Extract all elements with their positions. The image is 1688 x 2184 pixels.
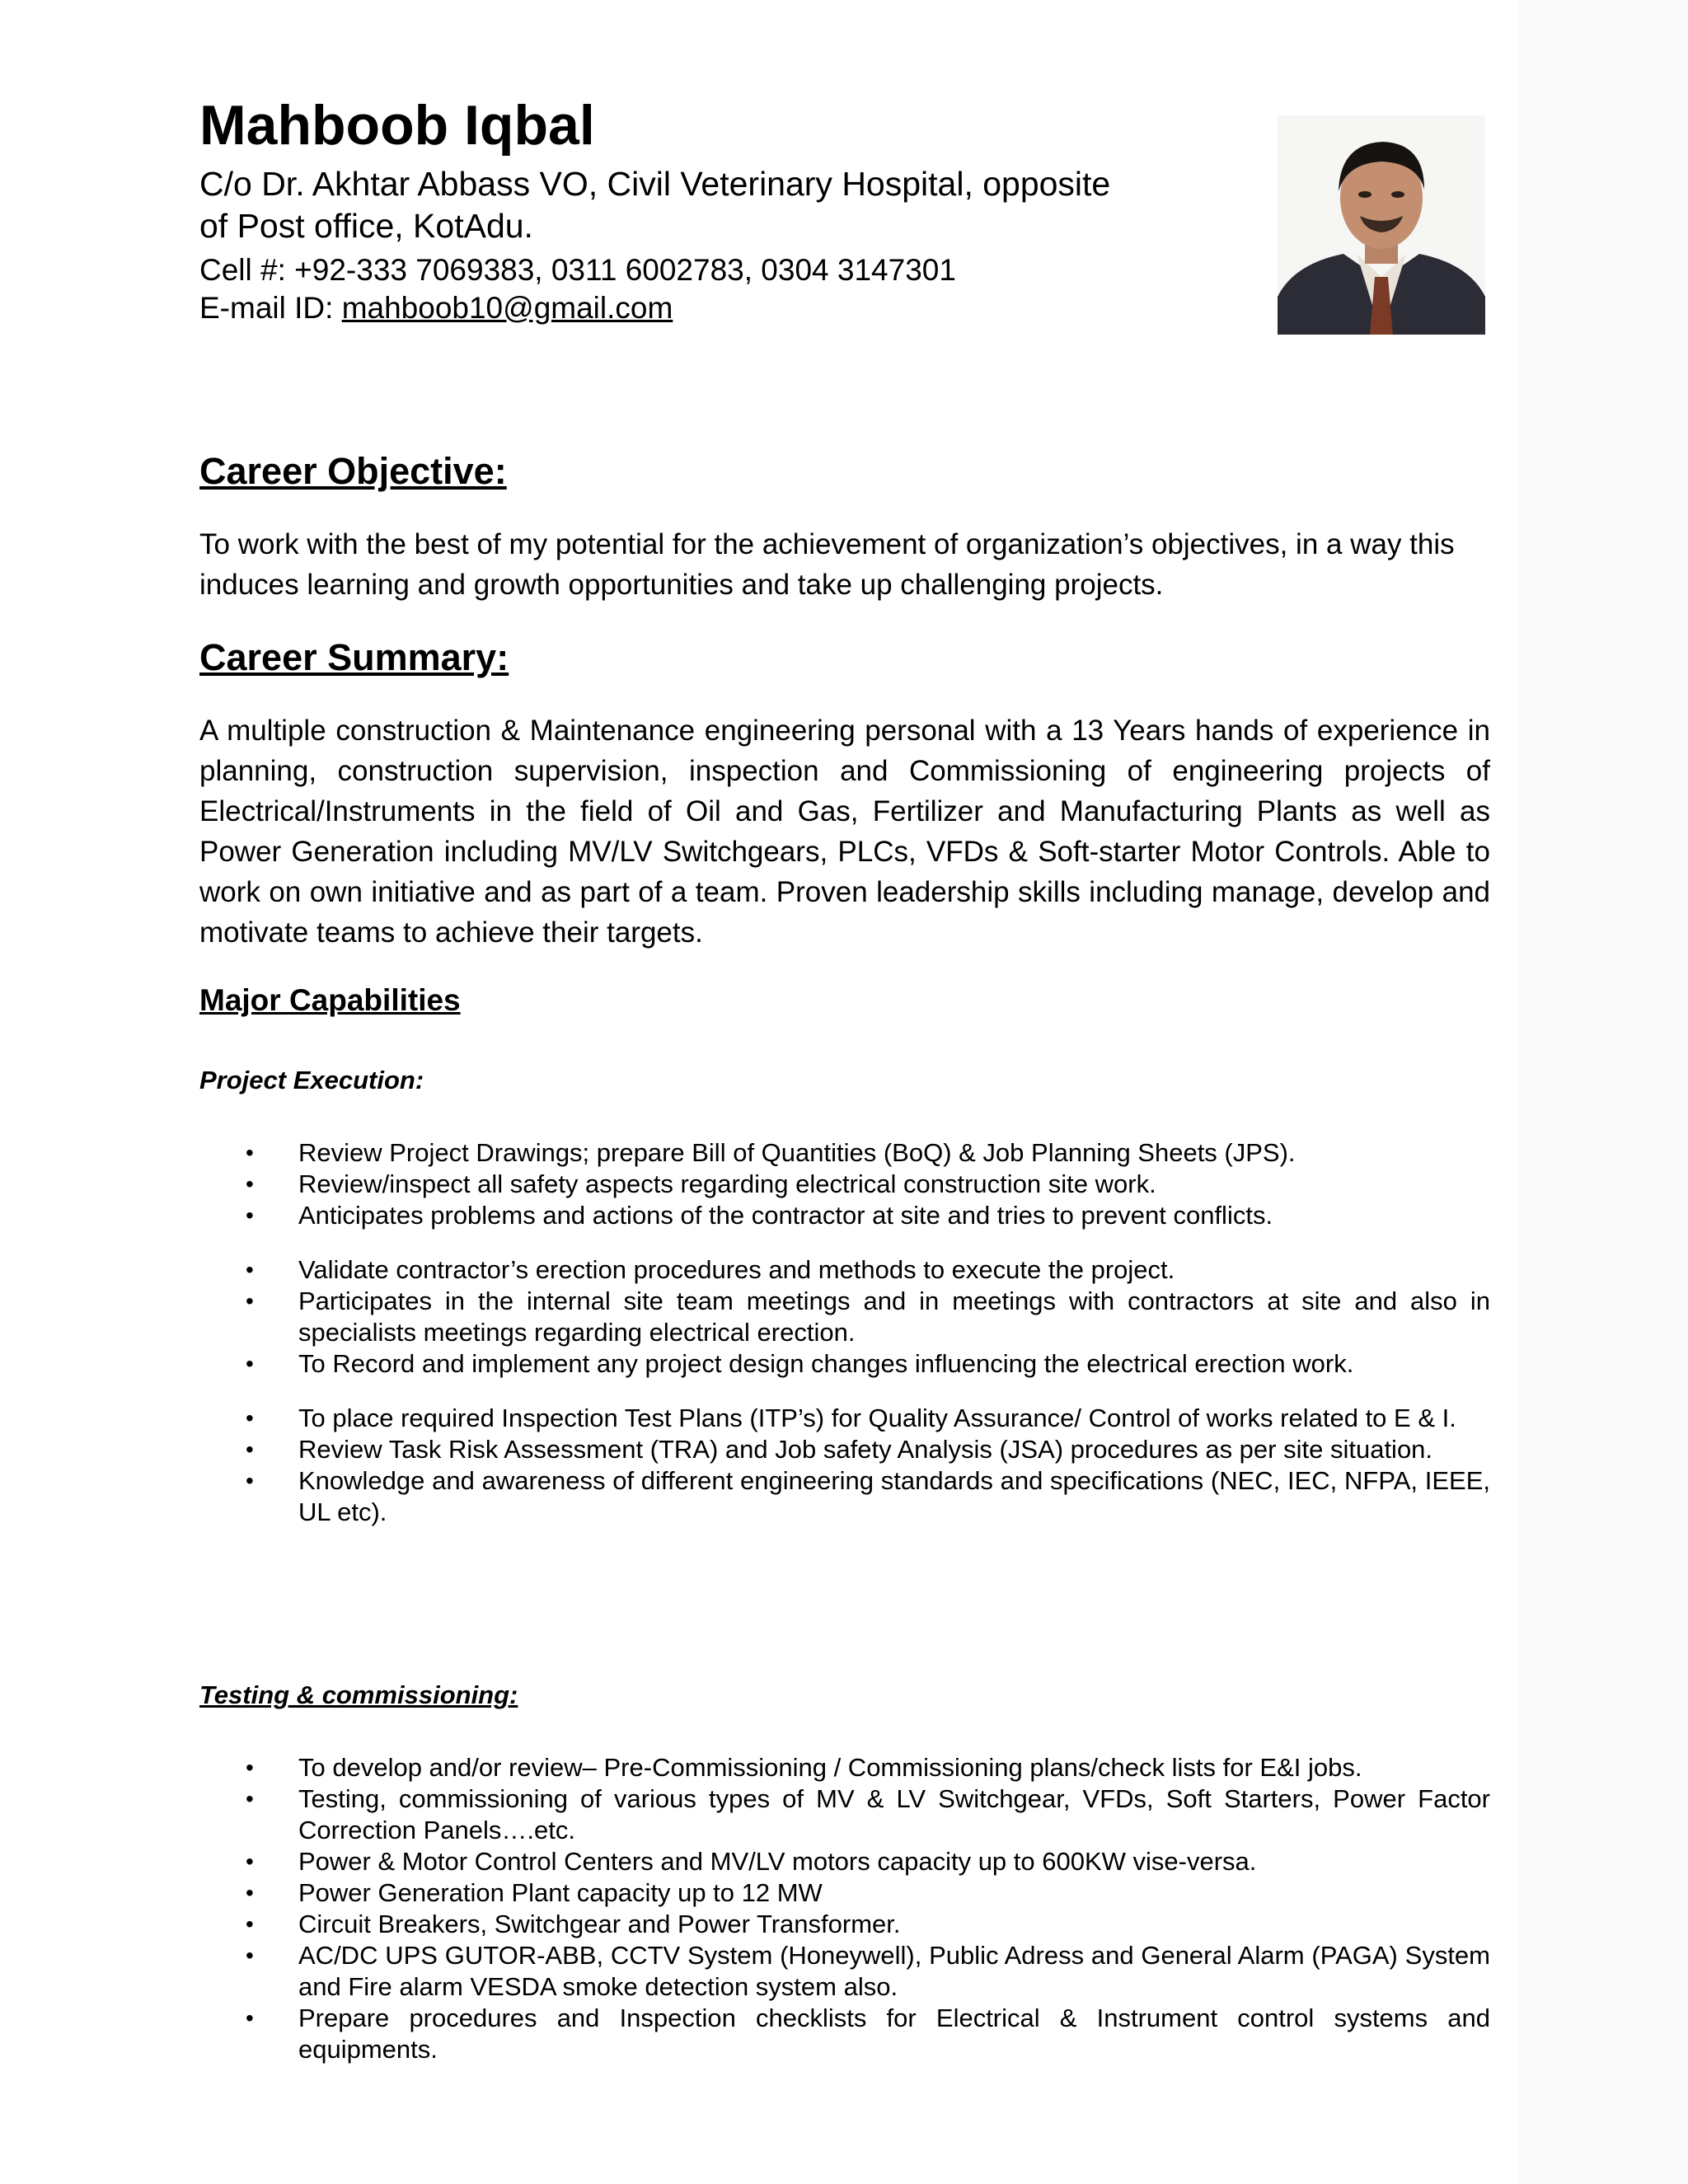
project-execution-heading: Project Execution: [199, 1066, 424, 1094]
list-item: • To place required Inspection Test Plans (ITP’s) for Quality Assurance/ Control of works related to E & I. [246, 1404, 1456, 1432]
major-capabilities-heading: Major Capabilities [199, 983, 461, 1017]
list-item: • Prepare procedures and Inspection checklists for Electrical & Instrument control systems and equipments. [246, 2004, 1490, 2064]
profile-photo [1278, 115, 1485, 335]
address-line-1: C/o Dr. Akhtar Abbass VO, Civil Veterinary Hospital, opposite [199, 165, 1111, 203]
list-item: • Review/inspect all safety aspects regarding electrical construction site work. [246, 1169, 1156, 1198]
list-item: • To develop and/or review– Pre-Commissioning / Commissioning plans/check lists for E&I jobs. [246, 1753, 1362, 1782]
list-item: • Participates in the internal site team meetings and in meetings with contractors at site and also in specialists meetings regarding electrical erection. [246, 1286, 1490, 1347]
career-summary-heading: Career Summary: [199, 636, 509, 678]
career-objective-heading: Career Objective: [199, 450, 507, 492]
testing-commissioning-list [199, 1752, 1490, 2065]
address-line-2: of Post office, KotAdu. [199, 207, 533, 245]
project-execution-list [199, 1137, 1490, 1528]
list-item: • Validate contractor’s erection procedures and methods to execute the project. [246, 1255, 1175, 1284]
list-item: • AC/DC UPS GUTOR-ABB, CCTV System (Honeywell), Public Adress and General Alarm (PAGA) System and Fire alarm VESDA smoke detection system also. [246, 1941, 1490, 2001]
page-edge-shade [1518, 0, 1688, 2184]
list-item: • Power Generation Plant capacity up to 12 MW [246, 1878, 823, 1907]
email-link[interactable]: mahboob10@gmail.com [341, 291, 673, 325]
list-item: • Knowledge and awareness of different engineering standards and specifications (NEC, IEC, NFPA, IEEE, UL etc). [246, 1466, 1490, 1526]
career-summary-text: A multiple construction & Maintenance engineering personal with a 13 Years hands of experience in planning, construction supervision, inspection and Commissioning of engineering projects of Electrical/Instruments in the field of Oil and Gas, Fertilizer and Manufacturing Plants as well as Power Generation including MV/LV Switchgears, PLCs, VFDs & Soft-starter Motor Controls. Able to work on own initiative and as part of a team. Proven leadership skills including manage, develop and motivate teams to achieve their targets. [199, 715, 1490, 949]
career-objective-text: To work with the best of my potential for the achievement of organization’s objectives, in a way this induces learning and growth opportunities and take up challenging projects. [199, 528, 1455, 601]
portrait-image [1278, 115, 1485, 335]
list-item: • Circuit Breakers, Switchgear and Power Transformer. [246, 1910, 901, 1938]
candidate-name: Mahboob Iqbal [199, 94, 595, 157]
list-item: • Review Project Drawings; prepare Bill of Quantities (BoQ) & Job Planning Sheets (JPS). [246, 1138, 1296, 1167]
list-item: • Review Task Risk Assessment (TRA) and Job safety Analysis (JSA) procedures as per site situation. [246, 1435, 1433, 1464]
list-item: • To Record and implement any project design changes influencing the electrical erection work. [246, 1349, 1354, 1378]
address-block [199, 163, 1271, 247]
list-item: • Anticipates problems and actions of the contractor at site and tries to prevent conflicts. [246, 1201, 1273, 1230]
list-item: • Power & Motor Control Centers and MV/LV motors capacity up to 600KW vise-versa. [246, 1847, 1257, 1876]
cell-numbers: Cell #: +92-333 7069383, 0311 6002783, 0304 3147301 [199, 253, 956, 287]
email-label: E-mail ID: [199, 291, 342, 325]
list-item: • Testing, commissioning of various types of MV & LV Switchgear, VFDs, Soft Starters, Power Factor Correction Panels….etc. [246, 1784, 1490, 1844]
email-line [199, 290, 673, 326]
testing-commissioning-heading: Testing & commissioning: [199, 1680, 518, 1709]
